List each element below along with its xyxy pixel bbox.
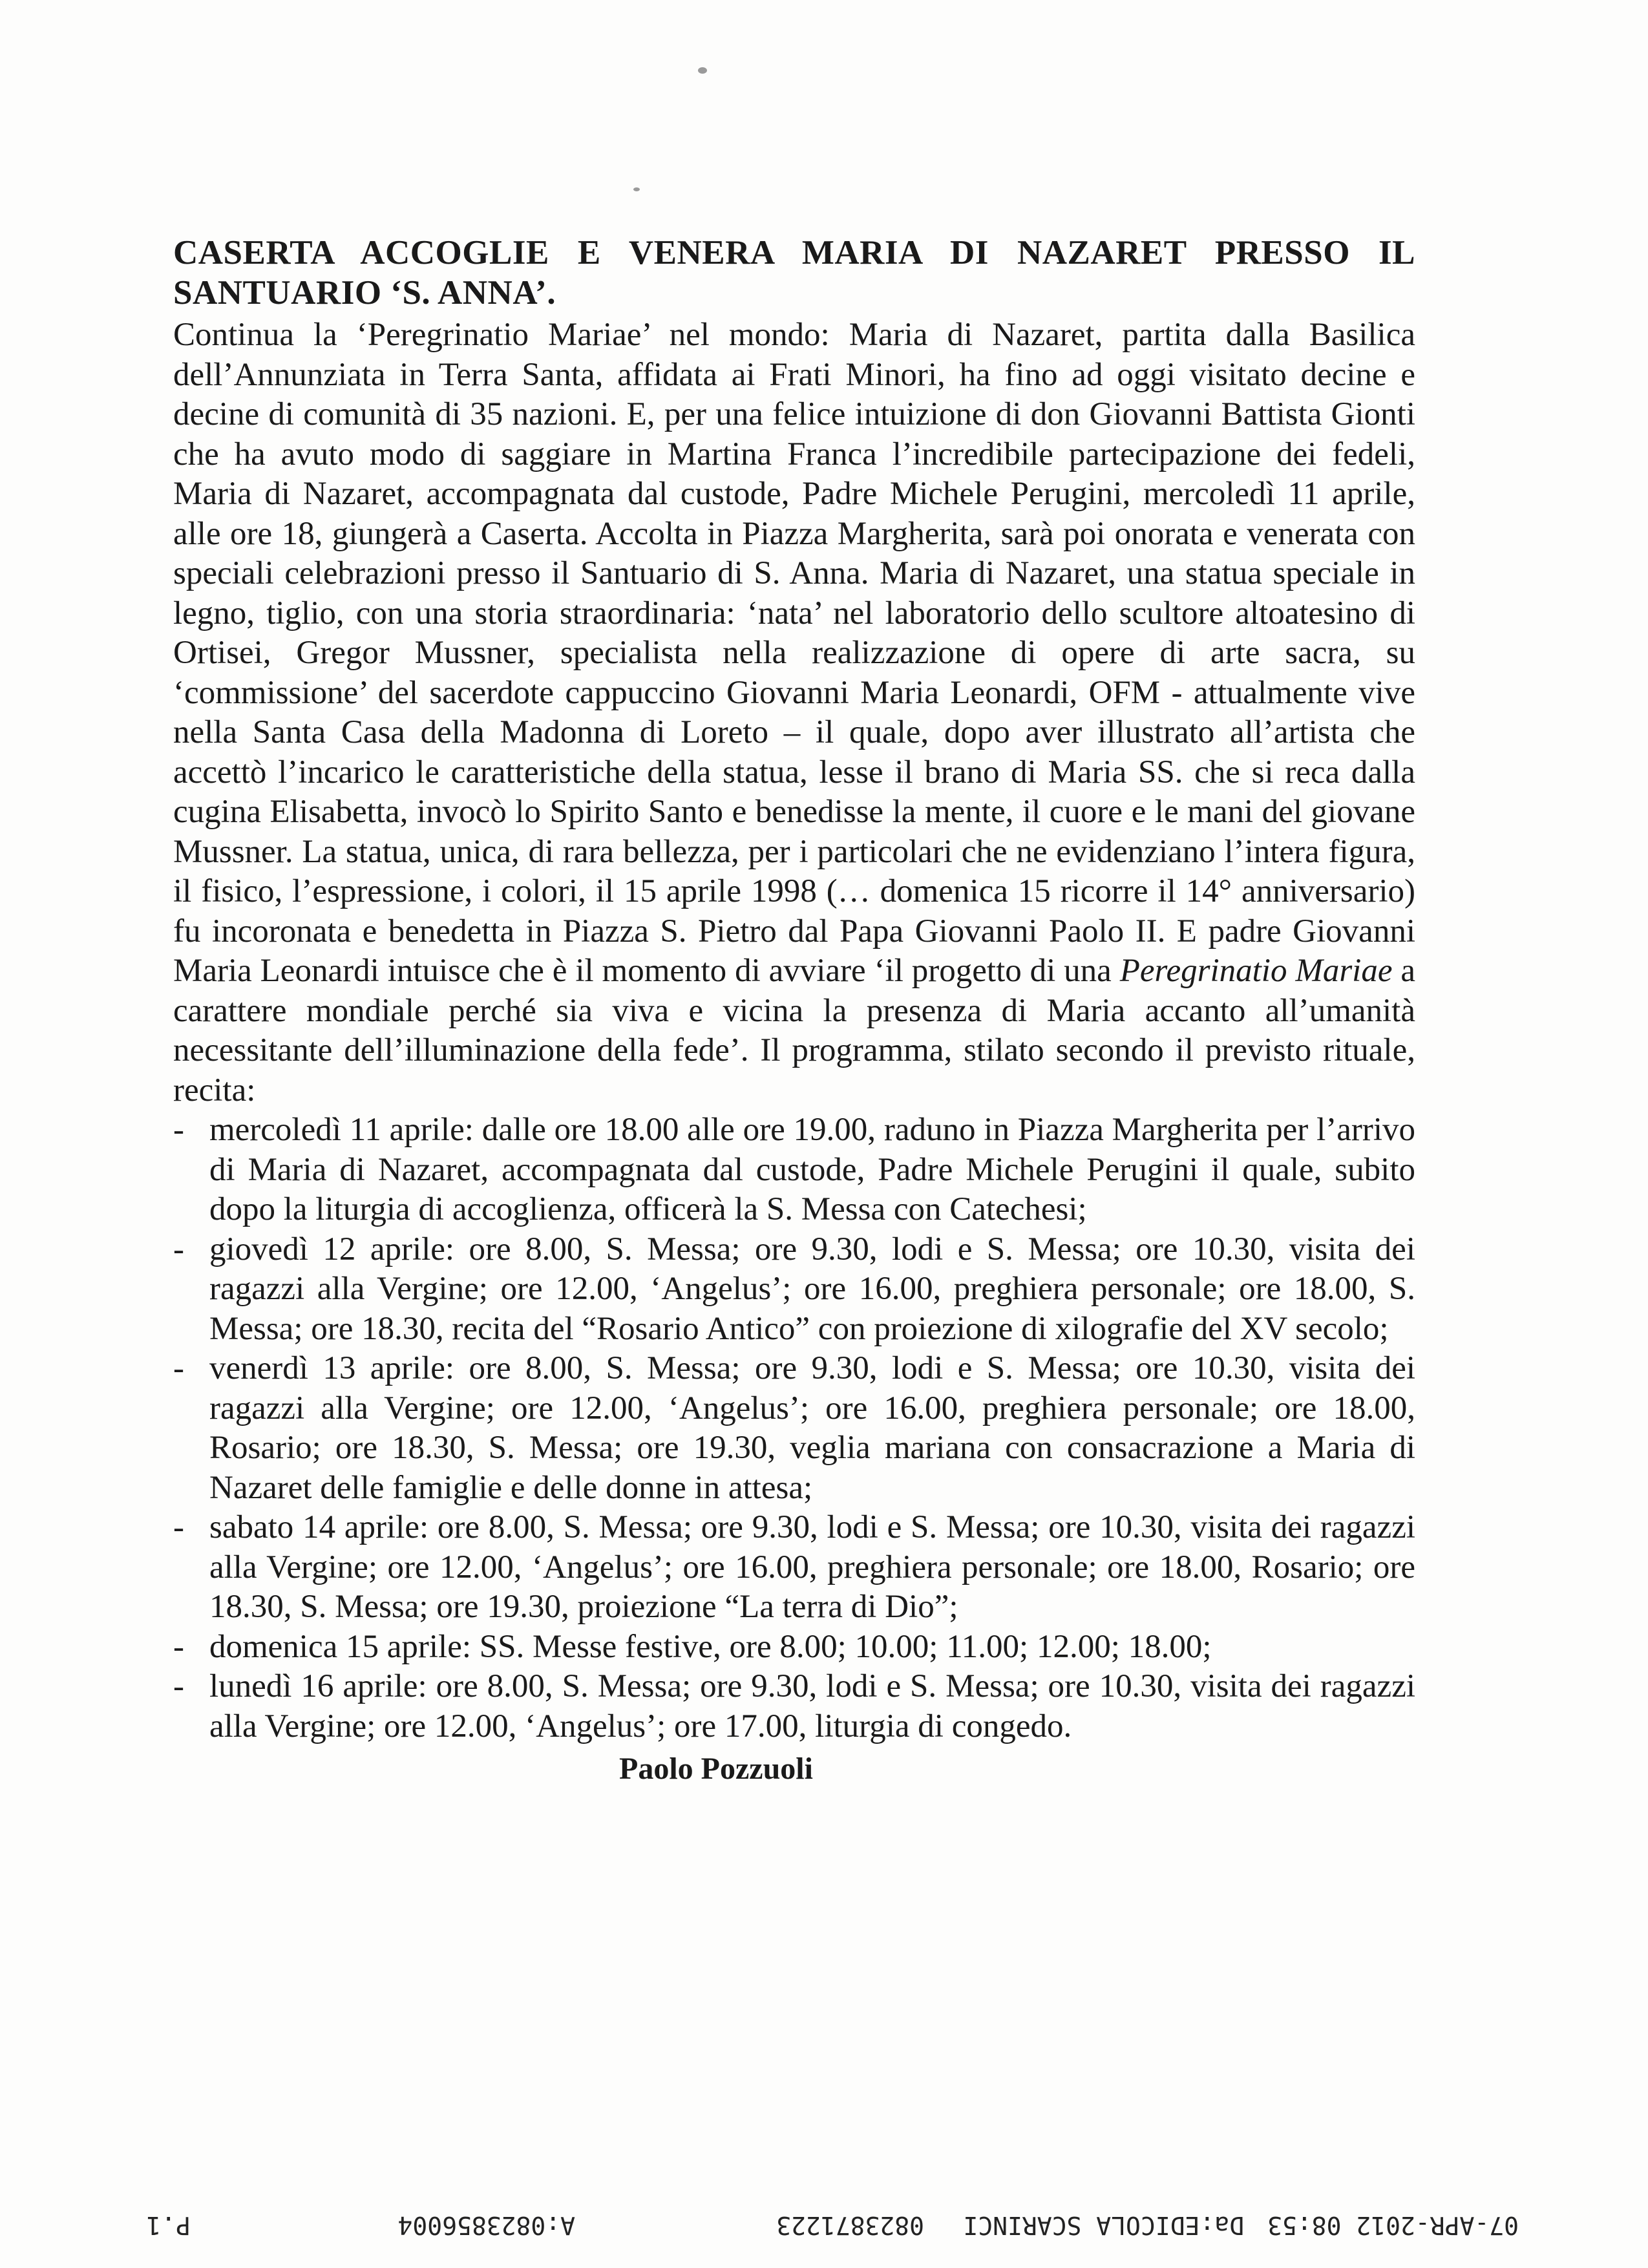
article-body [173, 315, 1415, 1110]
schedule-item-text: giovedì 12 aprile: ore 8.00, S. Messa; ore 9.30, lodi e S. Messa; ore 10.30, visita dei ragazzi alla Vergine; ore 12.00, ‘Angelus’; ore 16.00, preghiera personale; ore 18.00, S. Messa; ore 18.30, recita del “Rosario Antico” con proiezione di xilografie del XV secolo; [209, 1231, 1415, 1347]
fax-page-number: P.1 [146, 2211, 191, 2240]
scan-speck [698, 67, 707, 74]
article [173, 233, 1415, 1789]
fax-header [129, 2210, 1519, 2240]
schedule-item-text: venerdì 13 aprile: ore 8.00, S. Messa; ore 9.30, lodi e S. Messa; ore 10.30, visita dei ragazzi alla Vergine; ore 12.00, ‘Angelus’; ore 16.00, preghiera personale; ore 18.00, Rosario; ore 18.30, S. Messa; ore 19.30, veglia mariana con consacrazione a Maria di Nazaret delle famiglie e delle donne in attesa; [209, 1350, 1415, 1506]
list-dash: - [173, 1112, 184, 1148]
body-text-part2: a carattere mondiale perché sia viva e vicina la presenza di Maria accanto all’umanità necessitante dell’illuminazione della fede’. Il programma, stilato secondo il previsto rituale, recita: [173, 953, 1416, 1108]
list-dash: - [173, 1668, 184, 1704]
fax-sender: Da:EDICOLA SCARINCI [963, 2211, 1244, 2240]
schedule-item-monday [173, 1667, 1415, 1746]
schedule-item-wednesday [173, 1110, 1415, 1230]
schedule-item-saturday [173, 1508, 1415, 1627]
program-schedule [173, 1110, 1415, 1746]
list-dash: - [173, 1350, 184, 1386]
article-title: CASERTA ACCOGLIE E VENERA MARIA DI NAZARET PRESSO IL SANTUARIO ‘S. ANNA’. [173, 234, 1415, 312]
list-dash: - [173, 1628, 184, 1665]
fax-sender-number: 0823871223 [776, 2211, 924, 2240]
list-dash: - [173, 1509, 184, 1545]
fax-datetime: 07-APR-2012 08:53 [1267, 2211, 1519, 2240]
schedule-item-text: sabato 14 aprile: ore 8.00, S. Messa; ore 9.30, lodi e S. Messa; ore 10.30, visita dei ragazzi alla Vergine; ore 12.00, ‘Angelus’; ore 16.00, preghiera personale; ore 18.00, Rosario; ore 18.30, S. Messa; ore 19.30, proiezione “La terra di Dio”; [209, 1509, 1415, 1625]
schedule-item-text: mercoledì 11 aprile: dalle ore 18.00 alle ore 19.00, raduno in Piazza Margherita per l’arrivo di Maria di Nazaret, accompagnata dal custode, Padre Michele Perugini il quale, subito dopo la liturgia di accoglienza, officerà la S. Messa con Catechesi; [209, 1112, 1415, 1227]
schedule-item-sunday [173, 1627, 1415, 1668]
schedule-item-thursday [173, 1230, 1415, 1350]
schedule-item-text: lunedì 16 aprile: ore 8.00, S. Messa; ore 9.30, lodi e S. Messa; ore 10.30, visita dei ragazzi alla Vergine; ore 12.00, ‘Angelus’; ore 17.00, liturgia di congedo. [209, 1668, 1415, 1744]
schedule-item-text: domenica 15 aprile: SS. Messe festive, ore 8.00; 10.00; 11.00; 12.00; 18.00; [209, 1628, 1212, 1665]
body-text-italic: Peregrinatio Mariae [1119, 953, 1393, 989]
body-text-part1: Continua la ‘Peregrinatio Mariae’ nel mondo: Maria di Nazaret, partita dalla Basilica dell’Annunziata in Terra Santa, affidata ai Frati Minori, ha fino ad oggi visitato decine e decine di comunità di 35 nazioni. E, per una felice intuizione di don Giovanni Battista Gionti che ha avuto modo di saggiare in Martina Franca l’incredibile partecipazione dei fedeli, Maria di Nazaret, accompagnata dal custode, Padre Michele Perugini, mercoledì 11 aprile, alle ore 18, giungerà a Caserta. Accolta in Piazza Margherita, sarà poi onorata e venerata con speciali celebrazioni presso il Santuario di S. Anna. Maria di Nazaret, una statua speciale in legno, tiglio, con una storia straordinaria: ‘nata’ nel laboratorio dello scultore altoatesino di Ortisei, Gregor Mussner, specialista nella realizzazione di opere di arte sacra, su ‘commissione’ del sacerdote cappuccino Giovanni Maria Leonardi, OFM - attualmente vive nella Santa Casa della Madonna di Loreto – il quale, dopo aver illustrato all’artista che accettò l’incarico le caratteristiche della statua, lesse il brano di Maria SS. che si reca dalla cugina Elisabetta, invocò lo Spirito Santo e benedisse la mente, il cuore e le mani del giovane Mussner. La statua, unica, di rara bellezza, per i particolari che ne evidenziano l’intera figura, il fisico, l’espressione, i colori, il 15 aprile 1998 (… domenica 15 ricorre il 14° anniversario) fu incoronata e benedetta in Piazza S. Pietro dal Papa Giovanni Paolo II. E padre Giovanni Maria Leonardi intuisce che è il momento di avviare ‘il progetto di una [173, 317, 1415, 989]
schedule-item-friday [173, 1349, 1415, 1508]
author-signature: Paolo Pozzuoli [619, 1752, 813, 1786]
fax-recipient: A:0823856004 [397, 2211, 575, 2240]
list-dash: - [173, 1231, 184, 1267]
scan-speck [633, 187, 640, 191]
